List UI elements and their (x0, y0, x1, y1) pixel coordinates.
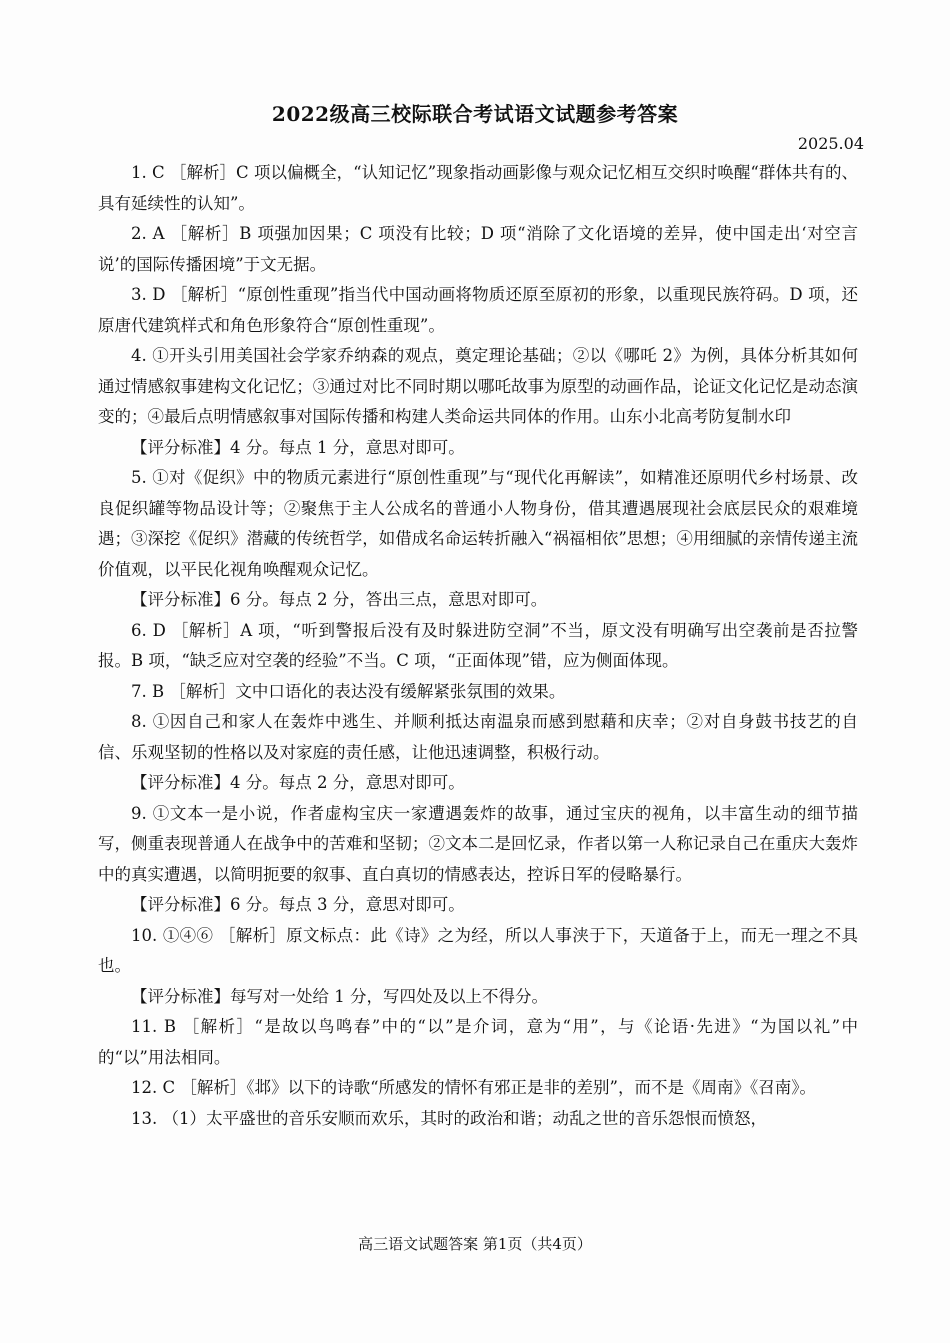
scoring-5: 【评分标准】6 分。每点 2 分，答出三点，意思对即可。 (131, 590, 548, 609)
answer-3: 3. D ［解析］“原创性重现”指当代中国动画将物质还原至原初的形象，以重现民族符码。D 项，还原唐代建筑样式和角色形象符合“原创性重现”。 (98, 285, 858, 335)
page-footer: 高三语文试题答案 第1页（共4页） (358, 1235, 592, 1253)
answer-body (98, 158, 858, 1134)
answer-13: 13. （1）太平盛世的音乐安顺而欢乐，其时的政治和谐；动乱之世的音乐怨恨而愤怒， (131, 1108, 767, 1128)
scoring-4: 【评分标准】4 分。每点 1 分，意思对即可。 (131, 437, 465, 457)
exam-date: 2025.04 (797, 134, 864, 153)
scoring-9: 【评分标准】6 分。每点 3 分，意思对即可。 (131, 895, 465, 914)
answer-8: 8. ①因自己和家人在轰炸中逃生、并顺利抵达南温泉而感到慰藉和庆幸；②对自身鼓书技艺的自信、乐观坚韧的性格以及对家庭的责任感，让他迅速调整，积极行动。 (98, 712, 858, 762)
scoring-10: 【评分标准】每写对一处给 1 分，写四处及以上不得分。 (131, 986, 548, 1006)
answer-12: 12. C ［解析］《邶》以下的诗歌“所感发的情怀有邪正是非的差别”，而不是《周南》《召南》。 (131, 1078, 816, 1097)
answer-1: 1. C ［解析］C 项以偏概全，“认知记忆”现象指动画影像与观众记忆相互交织时唤醒“群体共有的、具有延续性的认知”。 (98, 163, 858, 213)
answer-10: 10. ①④⑥ ［解析］原文标点：此《诗》之为经，所以人事浃于下，天道备于上，而无一理之不具也。 (98, 925, 858, 975)
answer-4: 4. ①开头引用美国社会学家乔纳森的观点，奠定理论基础；②以《哪吒 2》为例，具体分析其如何通过情感叙事建构文化记忆；③通过对比不同时期以哪吒故事为原型的动画作品，论证文化记忆是动态演变的；④最后点明情感叙事对国际传播和构建人类命运共同体的作用。山东小北高考防复制水印 (98, 346, 858, 426)
page-title: 2022级高三校际联合考试语文试题参考答案 (271, 102, 679, 126)
answer-5: 5. ①对《促织》中的物质元素进行“原创性重现”与“现代化再解读”，如精准还原明代乡村场景、改良促织罐等物品设计等；②聚焦于主人公成名的普通小人物身份，借其遭遇展现社会底层民众的艰难境遇；③深挖《促织》潜藏的传统哲学，如借成名命运转折融入“祸福相依”思想；④用细腻的亲情传递主流价值观，以平民化视角唤醒观众记忆。 (98, 468, 858, 579)
answer-11: 11. B ［解析］“是故以鸟鸣春”中的“以”是介词，意为“用”，与《论语·先进》“为国以礼”中的“以”用法相同。 (98, 1017, 858, 1067)
answer-7: 7. B ［解析］文中口语化的表达没有缓解紧张氛围的效果。 (131, 681, 566, 701)
answer-6: 6. D ［解析］A 项，“听到警报后没有及时躲进防空洞”不当，原文没有明确写出空袭前是否拉警报。B 项，“缺乏应对空袭的经验”不当。C 项，“正面体现”错，应为侧面体现。 (98, 620, 858, 670)
scoring-8: 【评分标准】4 分。每点 2 分，意思对即可。 (131, 773, 465, 792)
answer-9: 9. ①文本一是小说，作者虚构宝庆一家遭遇轰炸的故事，通过宝庆的视角，以丰富生动的细节描写，侧重表现普通人在战争中的苦难和坚韧；②文本二是回忆录，作者以第一人称记录自己在重庆大轰炸中的真实遭遇，以简明扼要的叙事、直白真切的情感表达，控诉日军的侵略暴行。 (98, 803, 858, 884)
answer-2: 2. A ［解析］B 项强加因果；C 项没有比较；D 项“消除了文化语境的差异，使中国走出‘对空言说’的国际传播困境”于文无据。 (98, 224, 858, 274)
